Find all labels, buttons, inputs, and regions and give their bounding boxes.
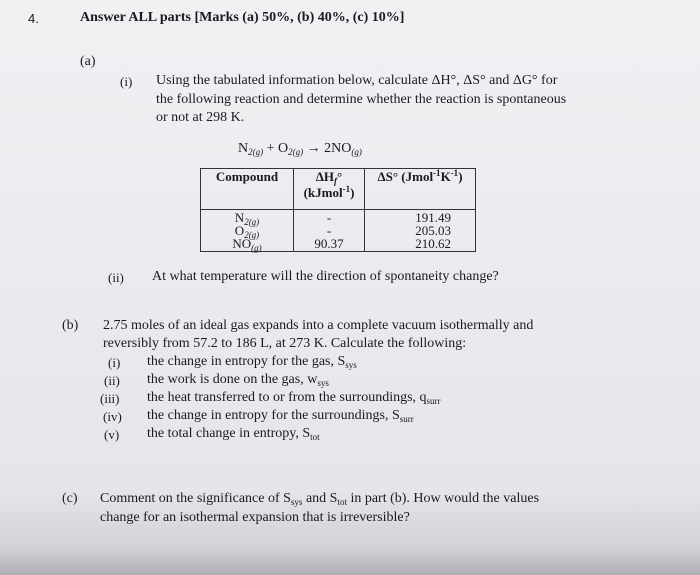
thermo-data-table (200, 168, 476, 252)
part-b-line1: 2.75 moles of an ideal gas expands into a complete vacuum isothermally and (103, 318, 534, 333)
header-compound: Compound (201, 169, 294, 210)
dh-n2: - (326, 210, 332, 225)
page-bottom-shadow (0, 548, 700, 575)
header-enthalpy: $\Delta H_f^\circ$ (kJmol$^{-1}$) (294, 169, 365, 210)
ds-no: 210.62 (415, 236, 451, 251)
part-a-ii-text: At what temperature will the direction of spontaneity change? (152, 269, 499, 284)
part-b-item-text: the work is done on the gas, $w_{sys}$ (147, 372, 329, 388)
reaction-equation (238, 141, 362, 157)
part-b-item-label: (i) (108, 355, 121, 370)
part-a-i-line1: Using the tabulated information below, calculate ΔH°, ΔS° and ΔG° for (156, 73, 558, 88)
product-no: $2NO_{(g)}$ (324, 141, 362, 157)
table-data-row (201, 210, 476, 252)
part-c-line1: Comment on the significance of $S_{sys}$ and $S_{tot}$ in part (b). How would the values (100, 491, 540, 507)
part-c-label: (c) (62, 491, 78, 506)
compound-o2: $O_{2(g)}$ (234, 223, 260, 240)
part-a-ii-label: (ii) (108, 270, 124, 285)
compound-no: $NO_{(g)}$ (232, 236, 262, 253)
reactant-o2: $O_{2(g)}$ (278, 141, 304, 157)
header-entropy: ΔS° $(Jmol^{-1}K^{-1})$ (365, 169, 476, 210)
question-heading: Answer ALL parts [Marks (a) 50%, (b) 40%, (c) 10%] (80, 10, 405, 25)
part-a-i-line3: or not at 298 K. (156, 110, 245, 125)
part-b-item-text: the heat transferred to or from the surroundings, $q_{surr}$ (147, 390, 441, 406)
part-b-item-label: (v) (104, 427, 120, 442)
part-b-item-label: (iv) (103, 409, 122, 424)
part-b-item-label: (iii) (100, 391, 120, 406)
reaction-arrow: → (306, 141, 321, 156)
part-b-item-label: (ii) (104, 373, 120, 388)
part-c-line2: change for an isothermal expansion that is irreversible? (100, 510, 410, 525)
dh-o2: - (326, 223, 332, 238)
entropy-column (365, 210, 476, 252)
ds-o2: 205.03 (415, 223, 451, 238)
compound-column (201, 210, 294, 252)
part-b-label: (b) (62, 318, 79, 333)
part-a-i-line2: the following reaction and determine whether the reaction is spontaneous (156, 92, 567, 107)
part-a-label: (a) (80, 54, 96, 69)
part-b-line2: reversibly from 57.2 to 186 L, at 273 K. Calculate the following: (103, 336, 467, 351)
part-b-item-text: the change in entropy for the surroundings, $S_{surr}$ (147, 408, 414, 424)
part-a-i-label: (i) (120, 74, 133, 89)
ds-n2: 191.49 (415, 210, 451, 225)
table-header-row (201, 169, 476, 210)
compound-n2: $N_{2(g)}$ (234, 210, 260, 227)
reactant-n2: $N_{2(g)}$ (238, 141, 264, 157)
part-b-item-text: the change in entropy for the gas, $S_{sys}$ (147, 354, 357, 370)
enthalpy-column (294, 210, 365, 252)
dh-no: 90.37 (314, 236, 344, 251)
plus-sign: + (266, 141, 275, 156)
question-number: 4. (28, 11, 39, 26)
part-b-item-text: the total change in entropy, $S_{tot}$ (147, 426, 320, 442)
